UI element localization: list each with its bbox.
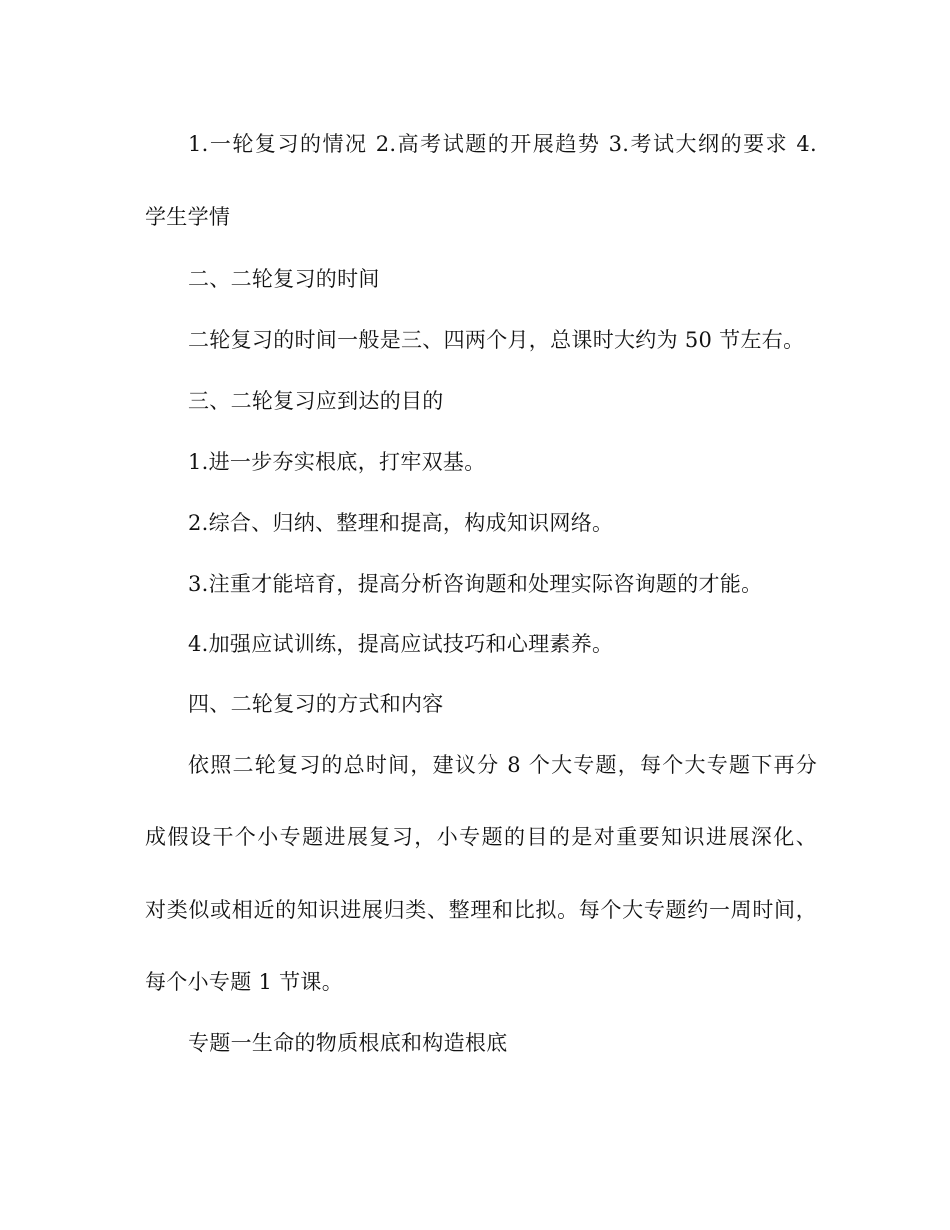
paragraph-method-line-2: 成假设干个小专题进展复习，小专题的目的是对重要知识进展深化、 [145,825,817,849]
topic-heading-1: 专题一生命的物质根底和构造根底 [188,1031,508,1055]
goal-item-1: 1.进一步夯实根底，打牢双基。 [188,450,486,474]
section-heading-review-time: 二、二轮复习的时间 [188,267,380,291]
section-heading-review-goals: 三、二轮复习应到达的目的 [188,389,444,413]
paragraph-review-time: 二轮复习的时间一般是三、四两个月，总课时大约为 50 节左右。 [188,328,805,352]
section-heading-review-method: 四、二轮复习的方式和内容 [188,692,444,716]
paragraph-review-basis-line-2: 学生学情 [145,205,231,229]
goal-item-3: 3.注重才能培育，提高分析咨询题和处理实际咨询题的才能。 [188,572,763,596]
paragraph-review-basis-line-1: 1.一轮复习的情况 2.高考试题的开展趋势 3.考试大纲的要求 4. [188,132,817,156]
paragraph-method-line-4: 每个小专题 1 节课。 [145,970,344,994]
paragraph-method-line-3: 对类似或相近的知识进展归类、整理和比拟。每个大专题约一周时间， [145,898,817,922]
goal-item-4: 4.加强应试训练，提高应试技巧和心理素养。 [188,632,614,656]
paragraph-method-line-1: 依照二轮复习的总时间，建议分 8 个大专题，每个大专题下再分 [188,753,817,777]
goal-item-2: 2.综合、归纳、整理和提高，构成知识网络。 [188,511,614,535]
